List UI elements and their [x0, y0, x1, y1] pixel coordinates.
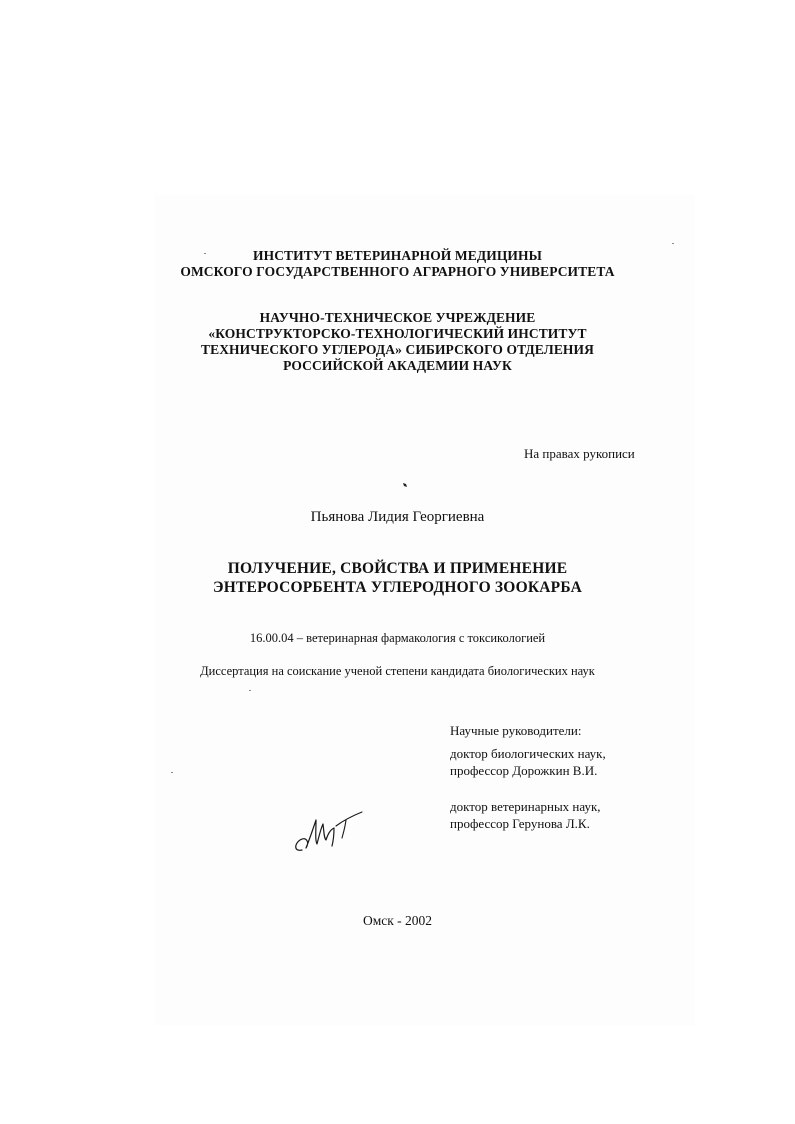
- scan-speck: [249, 690, 251, 691]
- advisors-heading: Научные руководители:: [450, 723, 582, 738]
- dissertation-degree: Диссертация на соискание ученой степени кандидата биологических наук: [200, 664, 595, 678]
- institution-2-line: «КОНСТРУКТОРСКО-ТЕХНОЛОГИЧЕСКИЙ ИНСТИТУТ: [208, 326, 587, 341]
- scan-speck: [672, 243, 674, 244]
- institution-1: [0, 248, 795, 280]
- dissertation-title: [0, 559, 795, 597]
- advisor-name: профессор Дорожкин В.И.: [450, 763, 598, 778]
- advisor-degree: доктор биологических наук,: [450, 746, 606, 761]
- title-line: ПОЛУЧЕНИЕ, СВОЙСТВА И ПРИМЕНЕНИЕ: [227, 560, 568, 577]
- handwritten-signature: [290, 806, 366, 856]
- institution-2-line: ТЕХНИЧЕСКОГО УГЛЕРОДА» СИБИРСКОГО ОТДЕЛЕНИЯ: [201, 342, 594, 357]
- advisor-degree: доктор ветеринарных наук,: [450, 799, 601, 814]
- author-name: Пьянова Лидия Георгиевна: [310, 509, 485, 525]
- institution-2-line: НАУЧНО-ТЕХНИЧЕСКОЕ УЧРЕЖДЕНИЕ: [259, 310, 536, 325]
- institution-2-line: РОССИЙСКОЙ АКАДЕМИИ НАУК: [283, 358, 512, 373]
- advisor-name: профессор Герунова Л.К.: [450, 816, 590, 831]
- ink-blot-icon: [402, 482, 408, 488]
- title-line: ЭНТЕРОСОРБЕНТА УГЛЕРОДНОГО ЗООКАРБА: [213, 579, 582, 596]
- advisors-block: [450, 722, 606, 832]
- scan-speck: [171, 772, 173, 773]
- institution-2: [0, 310, 795, 374]
- specialty-code: 16.00.04 – ветеринарная фармакология с токсикологией: [249, 631, 546, 645]
- institution-1-line: ОМСКОГО ГОСУДАРСТВЕННОГО АГРАРНОГО УНИВЕРСИТЕТА: [180, 264, 615, 279]
- city-year: Омск - 2002: [362, 913, 433, 928]
- manuscript-rights-note: На правах рукописи: [524, 446, 635, 461]
- institution-1-line: ИНСТИТУТ ВЕТЕРИНАРНОЙ МЕДИЦИНЫ: [253, 248, 542, 263]
